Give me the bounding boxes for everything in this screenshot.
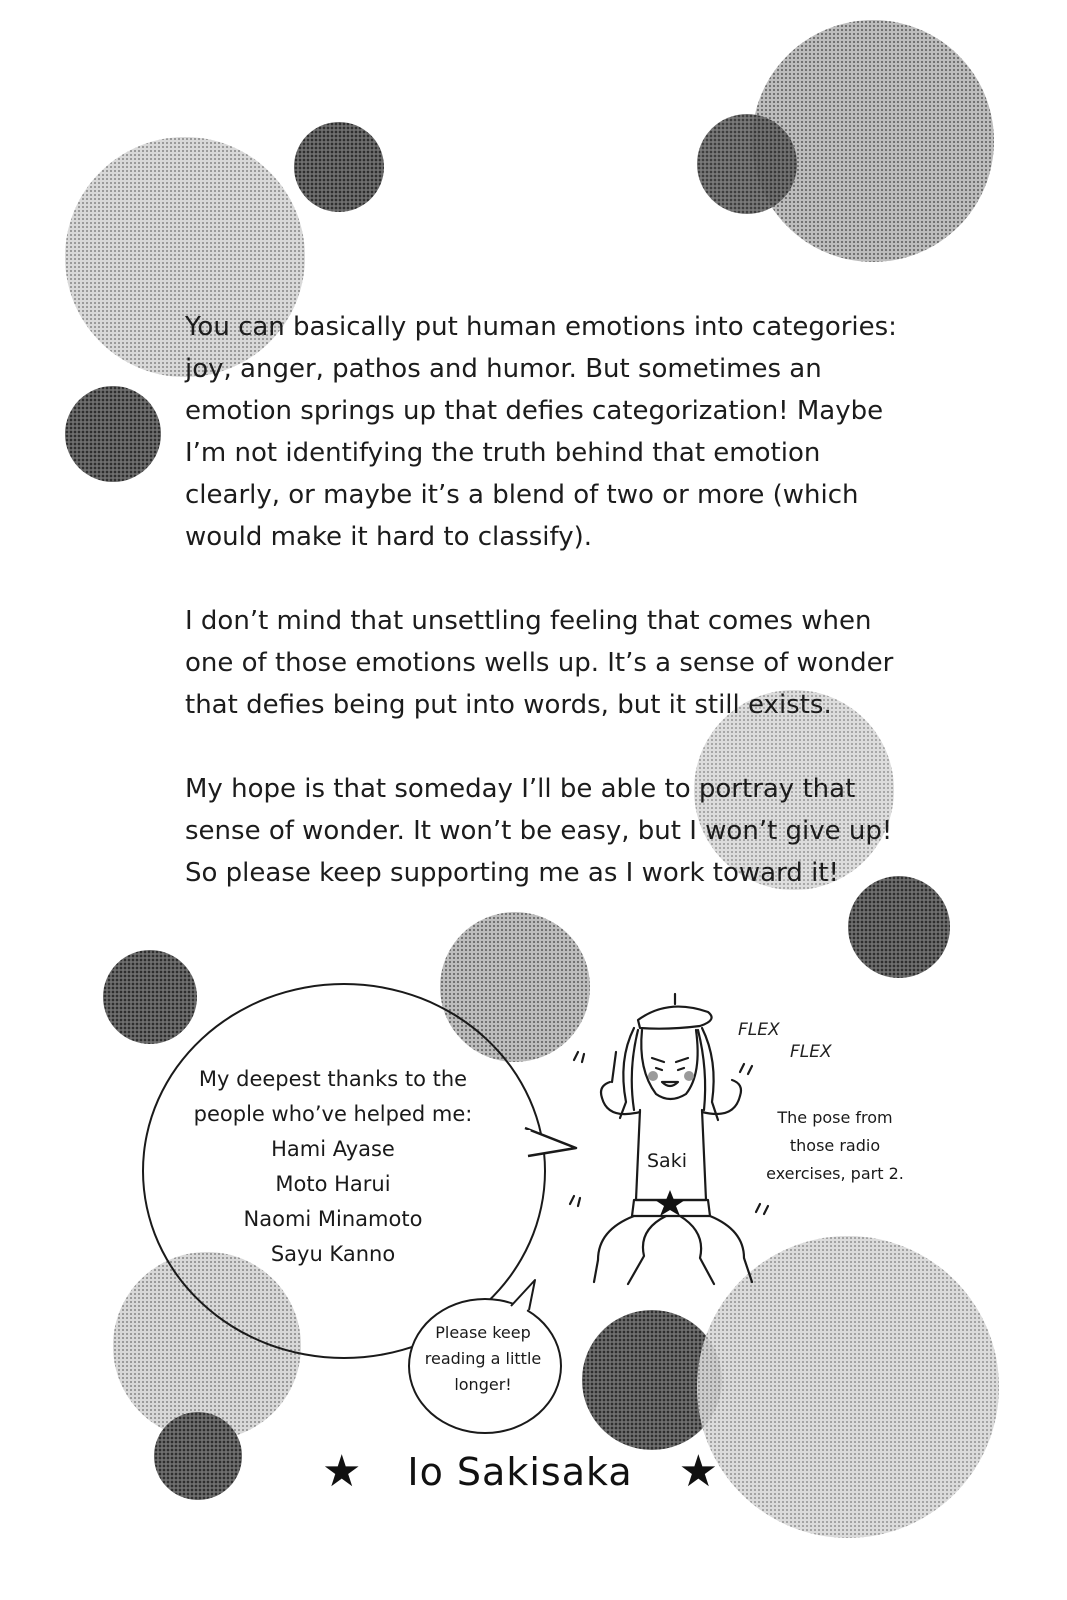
halftone-circle-dark [697,114,797,214]
halftone-circle-dark [294,122,384,212]
helper-name: Hami Ayase [271,1137,395,1161]
shirt-label: Saki [647,1150,687,1172]
thanks-line: people who’ve helped me: [193,1102,473,1126]
essay-paragraph: You can basically put human emotions into categories: joy, anger, pathos and humor. But sometimes an emotion springs up that defies categorization! Maybe I’m not identifying the truth behind that emotion clearly, or maybe it’s a blend of two or more (which would make it hard to classify). [185,312,897,552]
keep-reading-text [420,1320,546,1398]
small-bubble-tail [505,1276,545,1312]
flex-sound-effect: FLEX [790,1042,832,1062]
thanks-text [183,1062,483,1272]
star-icon: ★ [678,1446,719,1497]
star-icon: ★ [321,1446,362,1497]
helper-name: Moto Harui [275,1172,391,1196]
bubble-line: Please keep [435,1323,531,1342]
halftone-circle-dark [103,950,197,1044]
halftone-circle-dark [154,1412,242,1500]
caption-line: The pose from [777,1108,893,1127]
caption-line: those radio [789,1136,881,1155]
bubble-line: reading a little [424,1349,542,1368]
caption-line: exercises, part 2. [766,1164,904,1183]
bubble-line: longer! [454,1375,512,1394]
thanks-line: My deepest thanks to the [198,1067,468,1091]
author-name: Io Sakisaka [407,1450,633,1494]
essay-paragraph: My hope is that someday I’ll be able to portray that sense of wonder. It won’t be easy, but I won’t give up! So please keep supporting me as I work toward it! [185,774,893,888]
flex-sound-effect: FLEX [738,1020,780,1040]
afterword-essay [185,306,905,936]
helper-name: Naomi Minamoto [243,1207,423,1231]
essay-paragraph: I don’t mind that unsettling feeling that comes when one of those emotions wells up. It’s a sense of wonder that defies being put into words, but it still exists. [185,606,894,720]
author-signature [300,1446,740,1497]
pose-caption [755,1104,915,1188]
helper-name: Sayu Kanno [270,1242,396,1266]
halftone-circle-dark [65,386,161,482]
